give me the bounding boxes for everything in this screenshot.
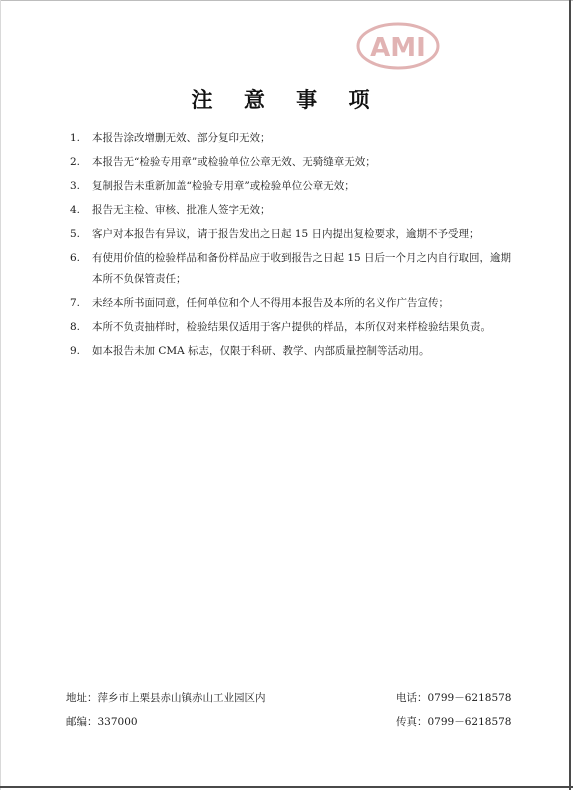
item-text: 本报告涂改增删无效、部分复印无效； bbox=[92, 132, 271, 144]
item-text: 本报告无“检验专用章”或检验单位公章无效、无骑缝章无效； bbox=[92, 156, 376, 168]
item-number: 9. bbox=[70, 345, 81, 357]
fax-value: 0799－6218578 bbox=[427, 716, 512, 728]
item-number: 6. bbox=[70, 252, 81, 264]
notice-list bbox=[70, 128, 520, 365]
list-item bbox=[70, 293, 520, 314]
footer-row-address bbox=[66, 686, 526, 710]
stamp-logo-text: AMI bbox=[370, 33, 426, 63]
item-number: 8. bbox=[70, 321, 81, 333]
list-item bbox=[70, 224, 520, 245]
address-value: 萍乡市上栗县赤山镇赤山工业园区内 bbox=[97, 692, 266, 704]
item-number: 1. bbox=[70, 132, 81, 144]
item-text: 如本报告未加 CMA 标志，仅限于科研、教学、内部质量控制等活动用。 bbox=[92, 345, 430, 357]
page-edge-bottom bbox=[0, 786, 573, 788]
item-number: 2. bbox=[70, 156, 81, 168]
page-edge-right bbox=[569, 0, 571, 790]
item-number: 3. bbox=[70, 180, 81, 192]
address-label: 地址： bbox=[66, 692, 98, 704]
fax-field bbox=[396, 710, 526, 734]
address-field bbox=[66, 686, 341, 710]
item-text: 有使用价值的检验样品和备份样品应于收到报告之日起 15 日后一个月之内自行取回，逾期本所不负保管责任； bbox=[92, 252, 512, 285]
page-edge-top bbox=[0, 0, 573, 1]
list-item bbox=[70, 176, 520, 197]
item-number: 4. bbox=[70, 204, 81, 216]
list-item bbox=[70, 248, 520, 290]
phone-label: 电话： bbox=[396, 692, 428, 704]
item-text: 复制报告未重新加盖“检验专用章”或检验单位公章无效； bbox=[92, 180, 355, 192]
page-title: 注 意 事 项 bbox=[191, 87, 382, 112]
item-number: 5. bbox=[70, 228, 81, 240]
fax-label: 传真： bbox=[396, 716, 428, 728]
item-text: 本所不负责抽样时，检验结果仅适用于客户提供的样品，本所仅对来样检验结果负责。 bbox=[92, 321, 491, 333]
postcode-label: 邮编： bbox=[66, 716, 98, 728]
list-item bbox=[70, 200, 520, 221]
item-number: 7. bbox=[70, 297, 81, 309]
list-item bbox=[70, 317, 520, 338]
list-item bbox=[70, 152, 520, 173]
item-text: 客户对本报告有异议，请于报告发出之日起 15 日内提出复检要求，逾期不予受理； bbox=[92, 228, 480, 240]
postcode-field bbox=[66, 710, 341, 734]
footer-row-postcode bbox=[66, 710, 526, 734]
page-edge-left bbox=[0, 0, 1, 790]
item-text: 未经本所书面同意，任何单位和个人不得用本报告及本所的名义作广告宣传； bbox=[92, 297, 449, 309]
item-text: 报告无主检、审核、批准人签字无效； bbox=[92, 204, 271, 216]
postcode-value: 337000 bbox=[97, 716, 138, 728]
phone-field bbox=[396, 686, 526, 710]
phone-value: 0799－6218578 bbox=[427, 692, 512, 704]
contact-footer bbox=[66, 686, 526, 734]
list-item bbox=[70, 341, 520, 362]
cma-stamp-logo bbox=[356, 18, 440, 80]
list-item bbox=[70, 128, 520, 149]
